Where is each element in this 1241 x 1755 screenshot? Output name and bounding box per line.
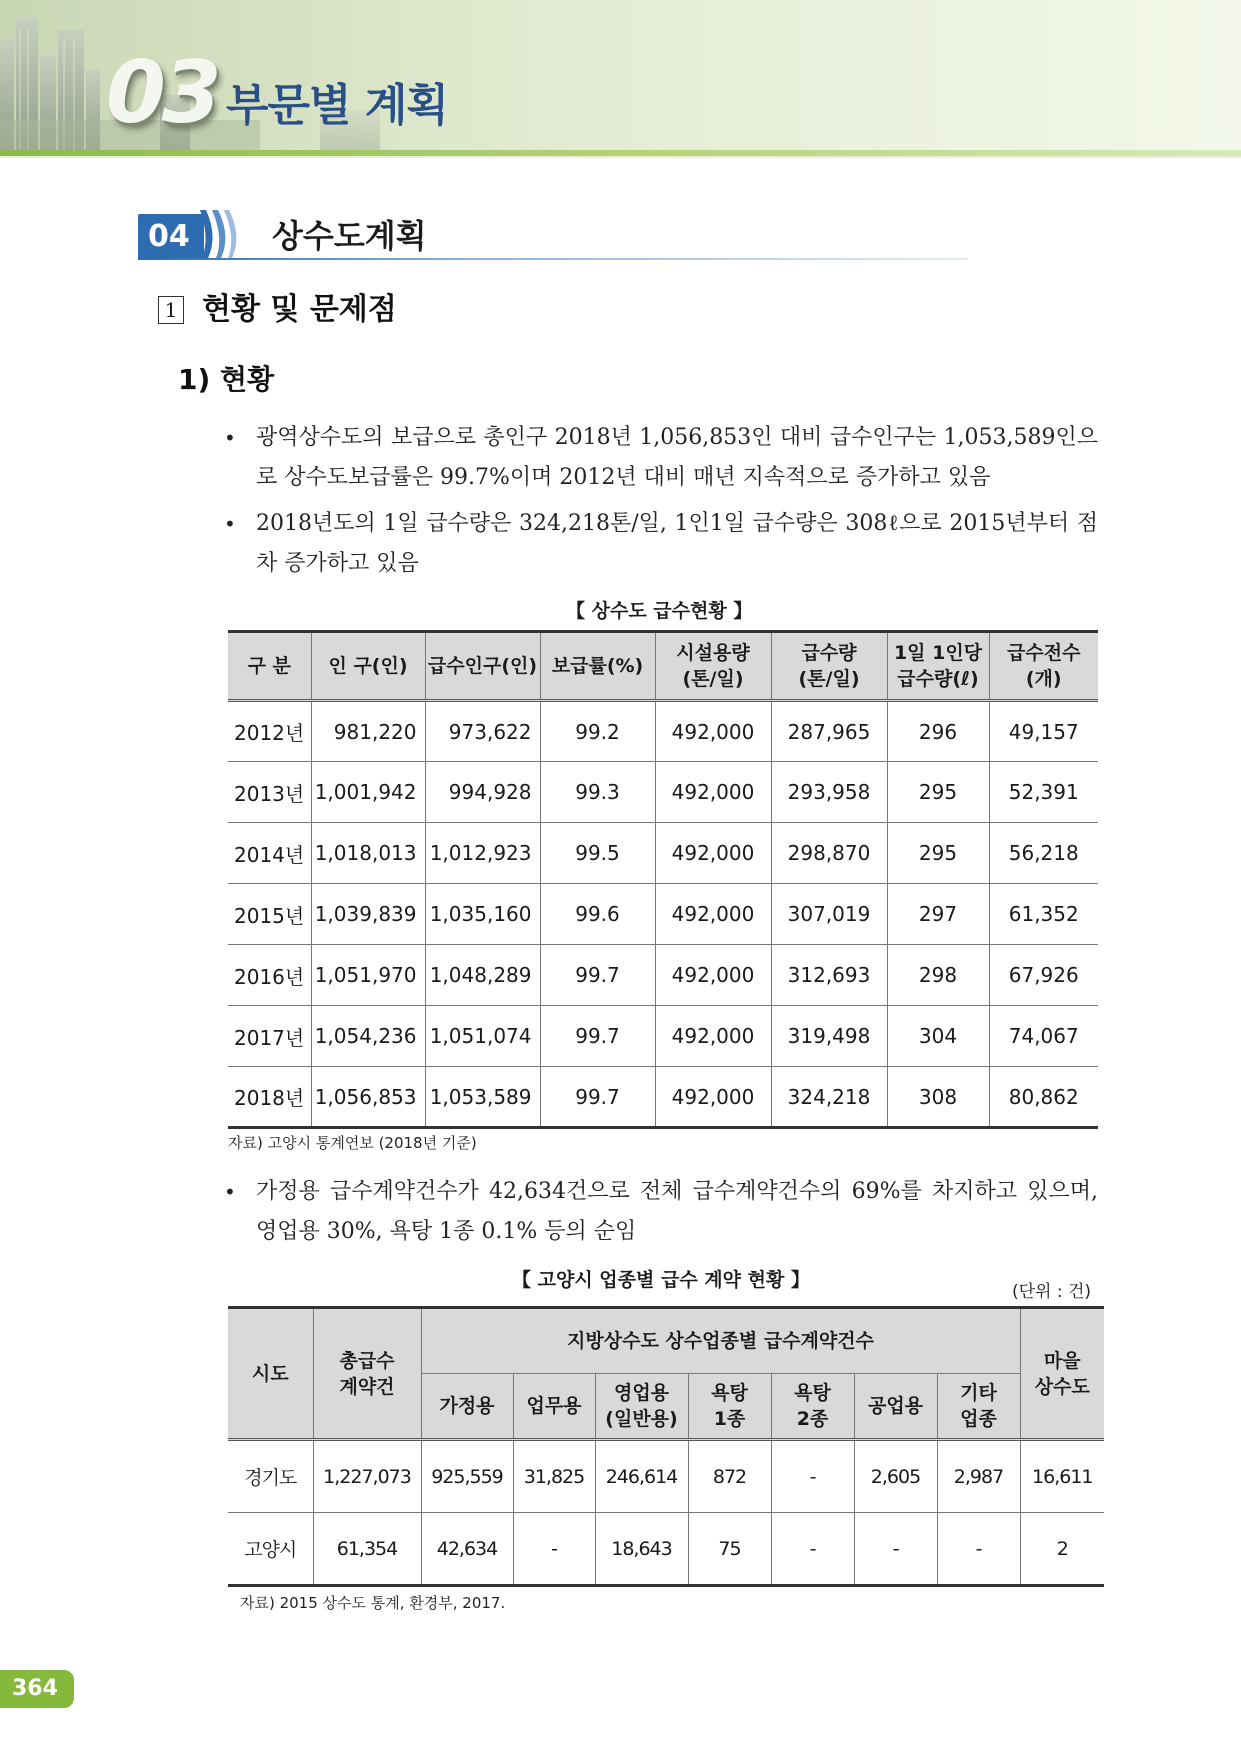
header-cell: 인 구(인) [311,632,425,701]
table-2-source: 자료) 2015 상수도 통계, 환경부, 2017. [240,1594,506,1612]
data-cell: 99.7 [540,945,655,1006]
data-cell: 99.5 [540,823,655,884]
data-cell: 56,218 [989,823,1098,884]
data-cell: 18,643 [595,1513,688,1586]
data-cell: 324,218 [771,1067,887,1128]
data-cell: 298 [887,945,989,1006]
contract-by-industry-table [228,1306,1104,1587]
data-cell: 1,039,839 [311,884,425,945]
header-cell: 1일 1인당 급수량(ℓ) [887,632,989,701]
row-label-cell: 2012년 [228,701,311,762]
table-row [228,701,1098,762]
data-cell: 1,051,074 [425,1006,540,1067]
table-row [228,884,1098,945]
paragraph-3: 가정용 급수계약건수가 42,634건으로 전체 급수계약건수의 69%를 차지하고 있으며, 영업용 30%, 욕탕 1종 0.1% 등의 순임 [256,1179,1098,1244]
data-cell: 75 [688,1513,771,1586]
data-cell: 287,965 [771,701,887,762]
water-supply-table [228,630,1098,1129]
chapter-number: 03 [106,43,218,143]
data-cell: 293,958 [771,762,887,823]
header-cell: 영업용 (일반용) [595,1374,688,1440]
data-cell: 973,622 [425,701,540,762]
data-cell: 99.7 [540,1067,655,1128]
header-cell: 욕탕 1종 [688,1374,771,1440]
data-cell: 31,825 [513,1440,595,1513]
data-cell: 1,048,289 [425,945,540,1006]
data-cell: - [513,1513,595,1586]
paragraph-1: 광역상수도의 보급으로 총인구 2018년 1,056,853인 대비 급수인구는 1,053,589인으로 상수도보급률은 99.7%이며 2012년 대비 매년 지속적으로 증가하고 있음 [256,425,1098,490]
row-label-cell: 2017년 [228,1006,311,1067]
data-cell: 492,000 [655,1006,771,1067]
data-cell: 1,018,013 [311,823,425,884]
data-cell: 492,000 [655,701,771,762]
header-cell: 공업용 [854,1374,937,1440]
bullet-icon: • [224,1180,236,1204]
data-cell: 319,498 [771,1006,887,1067]
data-cell: 492,000 [655,945,771,1006]
row-label-cell: 2016년 [228,945,311,1006]
header-cell: 업무용 [513,1374,595,1440]
data-cell: 99.7 [540,1006,655,1067]
row-label-cell: 2018년 [228,1067,311,1128]
data-cell: 298,870 [771,823,887,884]
header-cell: 급수전수 (개) [989,632,1098,701]
header-cell: 급수량 (톤/일) [771,632,887,701]
table-row [228,945,1098,1006]
data-cell: 1,051,970 [311,945,425,1006]
table-1-source: 자료) 고양시 통계연보 (2018년 기준) [228,1134,477,1152]
row-label-cell: 2015년 [228,884,311,945]
data-cell: 52,391 [989,762,1098,823]
header-cell: 지방상수도 상수업종별 급수계약건수 [421,1308,1020,1374]
data-cell: 1,227,073 [313,1440,421,1513]
bullet-icon: • [224,512,236,536]
header-cell: 총급수 계약건 [313,1308,421,1440]
data-cell: 61,352 [989,884,1098,945]
header-cell: 시설용량 (톤/일) [655,632,771,701]
chapter-banner [0,0,1241,158]
row-label-cell: 2013년 [228,762,311,823]
data-cell: - [854,1513,937,1586]
table-row [228,823,1098,884]
row-label-cell: 2014년 [228,823,311,884]
data-cell: 296 [887,701,989,762]
data-cell: 1,012,923 [425,823,540,884]
data-cell: - [771,1440,854,1513]
section-underline [138,258,968,260]
table-1-caption: 【 상수도 급수현황 】 [566,600,753,622]
data-cell: 2,987 [937,1440,1020,1513]
table-2-caption: 【 고양시 업종별 급수 계약 현황 】 [512,1269,810,1291]
table-row [228,762,1098,823]
row-label-cell: 경기도 [228,1440,313,1513]
header-cell: 가정용 [421,1374,513,1440]
data-cell: 99.2 [540,701,655,762]
table-row [228,1067,1098,1128]
header-cell: 구 분 [228,632,311,701]
heading-2: 1) 현황 [178,363,275,396]
data-cell: 61,354 [313,1513,421,1586]
data-cell: 307,019 [771,884,887,945]
data-cell: 1,001,942 [311,762,425,823]
header-cell: 욕탕 2종 [771,1374,854,1440]
data-cell: 492,000 [655,1067,771,1128]
data-cell: 16,611 [1020,1440,1104,1513]
data-cell: 1,035,160 [425,884,540,945]
row-label-cell: 고양시 [228,1513,313,1586]
data-cell: 295 [887,762,989,823]
data-cell: 994,928 [425,762,540,823]
data-cell: 297 [887,884,989,945]
bullet-icon: • [224,426,236,450]
data-cell: 80,862 [989,1067,1098,1128]
table-row [228,1513,1104,1586]
data-cell: 99.6 [540,884,655,945]
data-cell: 246,614 [595,1440,688,1513]
data-cell: 492,000 [655,762,771,823]
table-row [228,1440,1104,1513]
data-cell: 492,000 [655,884,771,945]
paragraph-2: 2018년도의 1일 급수량은 324,218톤/일, 1인1일 급수량은 308ℓ으로 2015년부터 점차 증가하고 있음 [256,511,1098,576]
data-cell: 74,067 [989,1006,1098,1067]
header-cell: 시도 [228,1308,313,1440]
banner-rule [0,150,1241,156]
data-cell: 295 [887,823,989,884]
data-cell: 312,693 [771,945,887,1006]
data-cell: 1,054,236 [311,1006,425,1067]
data-cell: 981,220 [311,701,425,762]
page-number: 364 [0,1670,74,1708]
section-title: 상수도계획 [272,217,427,255]
data-cell: 67,926 [989,945,1098,1006]
chapter-title: 부문별 계획 [226,80,448,131]
data-cell: 42,634 [421,1513,513,1586]
data-cell: 2 [1020,1513,1104,1586]
heading-number-box: 1 [158,296,184,324]
data-cell: 308 [887,1067,989,1128]
table-2-unit: (단위 : 건) [1012,1282,1092,1302]
data-cell: - [771,1513,854,1586]
data-cell: 1,056,853 [311,1067,425,1128]
header-cell: 급수인구(인) [425,632,540,701]
data-cell: 49,157 [989,701,1098,762]
header-cell: 보급률(%) [540,632,655,701]
data-cell: 1,053,589 [425,1067,540,1128]
data-cell: 925,559 [421,1440,513,1513]
data-cell: - [937,1513,1020,1586]
table-row [228,1006,1098,1067]
header-cell: 마을 상수도 [1020,1308,1104,1440]
heading-1: 현황 및 문제점 [202,292,397,327]
data-cell: 99.3 [540,762,655,823]
section-wave-decoration [196,208,256,260]
data-cell: 492,000 [655,823,771,884]
section-number-badge: 04 [138,214,204,260]
data-cell: 2,605 [854,1440,937,1513]
data-cell: 872 [688,1440,771,1513]
header-cell: 기타 업종 [937,1374,1020,1440]
data-cell: 304 [887,1006,989,1067]
